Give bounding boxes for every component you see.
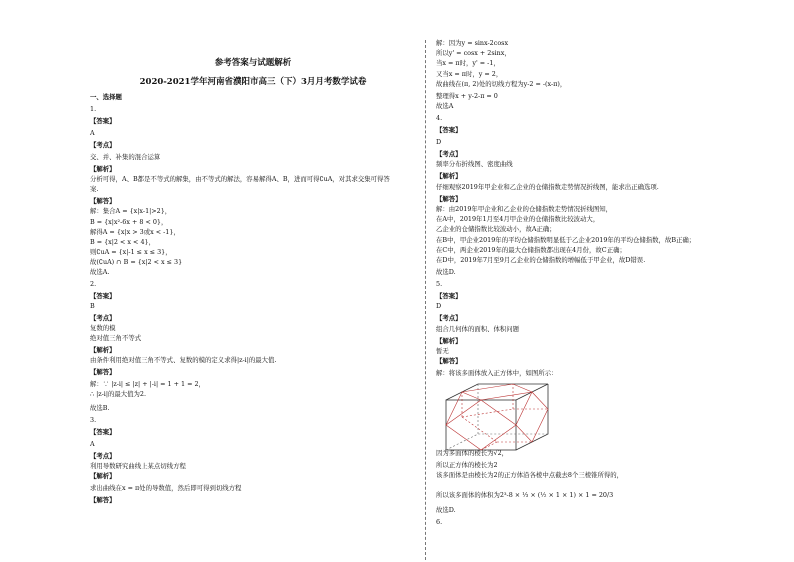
left-line-1: 1. <box>90 105 97 113</box>
left-line-27: ∴ |z-i|的最大值为2. <box>90 390 147 398</box>
right-line-8: 【答案】 <box>436 126 462 134</box>
left-line-35: 求出曲线在x = π处的导数值，然后即可得到切线方程 <box>90 484 242 492</box>
left-line-4: 【考点】 <box>90 141 116 149</box>
right-line-7: 4. <box>436 114 443 122</box>
left-line-6: 【解析】 <box>90 165 116 173</box>
left-line-28: 故选B. <box>90 404 110 412</box>
left-line-13: B = {x|2 < x < 4}， <box>90 238 155 246</box>
left-line-24: 由条件利用绝对值三角不等式、复数的模的定义求得|z-i|的最大值. <box>90 356 277 364</box>
right-line-20: 在D中，2019年7月至9月乙企业的仓储指数的增幅低于甲企业，故D错误. <box>436 256 646 264</box>
left-line-30: 【答案】 <box>90 428 116 436</box>
left-line-17: 2. <box>90 280 97 288</box>
right-line-14: 【解答】 <box>436 195 462 203</box>
left-line-23: 【解析】 <box>90 346 116 354</box>
truncated-cube-diagram <box>444 382 552 452</box>
left-line-16: 故选A. <box>90 268 110 276</box>
left-line-20: 【考点】 <box>90 314 116 322</box>
left-line-33: 利用导数研究曲线上某点切线方程 <box>90 462 186 470</box>
right-line-2: 当x = π时，y' = -1， <box>436 59 500 67</box>
left-line-10: 解：集合A = {x|x-1|>2}， <box>90 207 172 215</box>
left-line-3: A <box>90 129 95 137</box>
left-line-7: 分析可得，A、B都是不等式的解集，由不等式的解法，容易解得A、B，进而可得∁uA，对其求交集可得答 <box>90 175 390 183</box>
left-line-19: B <box>90 302 95 310</box>
right-line-16: 在A中，2019年1月至4月甲企业的仓储指数比较波动大， <box>436 215 600 223</box>
left-line-2: 【答案】 <box>90 117 116 125</box>
right-line-23: 【答案】 <box>436 292 462 300</box>
right-line-13: 仔细观察2019年甲企业和乙企业的仓储指数走势情况折线图，能求出正确选项. <box>436 183 659 191</box>
left-line-18: 【答案】 <box>90 292 116 300</box>
left-line-5: 交、并、补集的混合运算 <box>90 153 161 161</box>
right-line-15: 解：由2019年甲企业和乙企业的仓储指数走势情况折线图知， <box>436 205 613 213</box>
right-line-30: 解：将该多面体放入正方体中，如图所示： <box>436 369 558 377</box>
right-line-26: 组合几何体的面积、体积问题 <box>436 325 520 333</box>
left-line-11: B = {x|x²-6x + 8 < 0}， <box>90 218 168 226</box>
right-line-36: 6. <box>436 518 443 526</box>
right-line-18: 在B中，甲企业2019年的平均仓储指数明显低于乙企业2019年的平均仓储指数，故B正确； <box>436 236 696 244</box>
right-line-17: 乙企业的仓储指数比较波动小，故A正确； <box>436 225 556 233</box>
right-line-5: 整理得x + y-2-π = 0 <box>436 92 498 100</box>
left-line-31: A <box>90 440 95 448</box>
right-line-35: 故选D. <box>436 506 456 514</box>
left-line-21: 复数的模 <box>90 324 116 332</box>
right-line-19: 在C中，两企业2019年的最大仓储指数都出现在4月份，故C正确； <box>436 246 626 254</box>
right-line-21: 故选D. <box>436 268 456 276</box>
left-line-36: 【解答】 <box>90 496 116 504</box>
left-line-25: 【解答】 <box>90 368 116 376</box>
column-divider <box>425 40 426 560</box>
right-line-3: 又当x = π时，y = 2， <box>436 70 503 78</box>
right-line-24: D <box>436 302 442 310</box>
right-line-32: 所以正方体的棱长为2 <box>436 461 498 469</box>
cube-figure <box>444 382 552 456</box>
right-line-33: 该多面体是由棱长为2的正方体沿各棱中点截去8个三棱锥所得的， <box>436 471 624 479</box>
left-line-29: 3. <box>90 416 97 424</box>
right-line-11: 频率分布折线图、密度曲线 <box>436 160 513 168</box>
right-line-22: 5. <box>436 280 443 288</box>
right-line-1: 所以y' = cosx + 2sinx， <box>436 49 511 57</box>
left-line-14: 则∁uA = {x|-1 ≤ x ≤ 3}， <box>90 248 172 256</box>
left-line-0: 一、选择题 <box>90 93 122 101</box>
right-line-25: 【考点】 <box>436 314 462 322</box>
left-line-9: 【解答】 <box>90 197 116 205</box>
right-line-12: 【解析】 <box>436 172 462 180</box>
right-line-0: 解：因为y = sinx-2cosx <box>436 39 509 47</box>
right-line-9: D <box>436 138 442 146</box>
left-line-34: 【解析】 <box>90 472 116 480</box>
left-line-22: 绝对值三角不等式 <box>90 334 142 342</box>
page-subtitle: 2020-2021学年河南省濮阳市高三（下）3月月考数学试卷 <box>139 77 367 87</box>
left-line-8: 案. <box>90 185 99 193</box>
left-line-15: 故(∁uA) ∩ B = {x|2 < x ≤ 3} <box>90 258 183 266</box>
left-line-32: 【考点】 <box>90 452 116 460</box>
right-line-27: 【解析】 <box>436 337 462 345</box>
right-line-28: 暂无 <box>436 347 449 355</box>
right-line-34: 所以该多面体的体积为2³-8 × ⅓ × (½ × 1 × 1) × 1 = 20/3 <box>436 491 614 499</box>
right-line-10: 【考点】 <box>436 150 462 158</box>
right-line-6: 故选A <box>436 102 454 110</box>
left-line-12: 解得A = {x|x > 3或x < -1}， <box>90 228 180 236</box>
right-line-31: 因为多面体的棱长为√2， <box>436 449 509 457</box>
right-line-29: 【解答】 <box>436 357 462 365</box>
page-title: 参考答案与试题解析 <box>214 58 292 68</box>
left-line-26: 解：∵ |z-i| ≤ |z| + |-i| = 1 + 1 = 2， <box>90 380 205 388</box>
right-line-4: 故曲线在(π, 2)处的切线方程为y-2 = -(x-π)， <box>436 80 567 88</box>
